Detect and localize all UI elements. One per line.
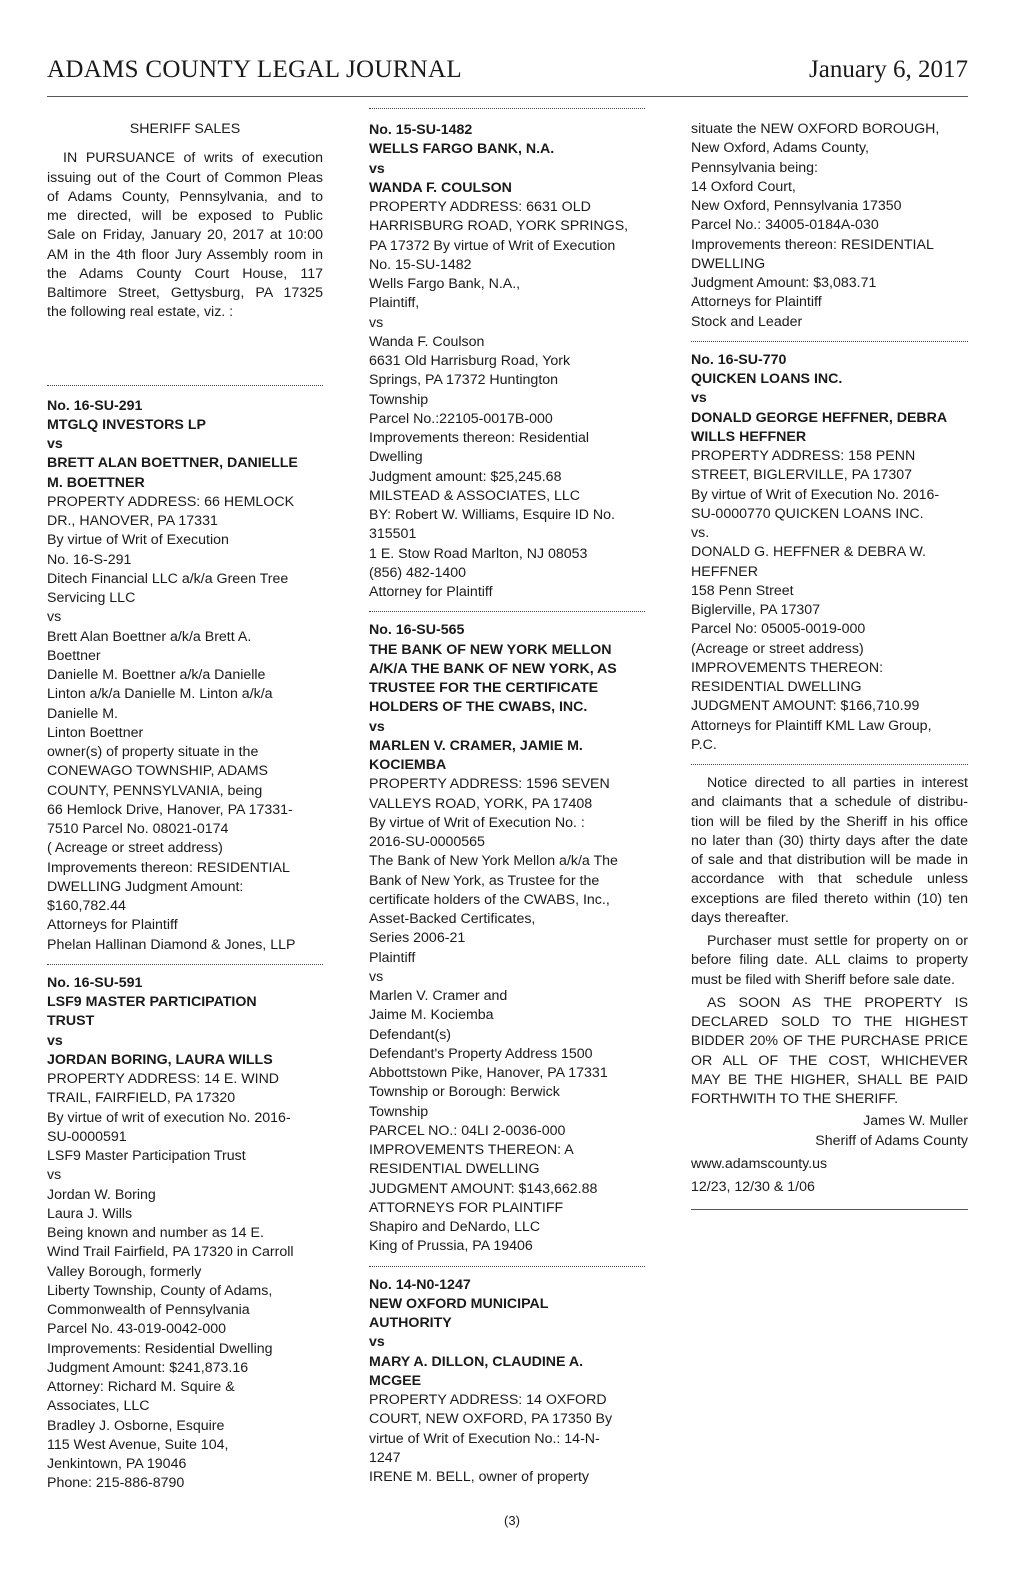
signer-title: Sheriff of Adams County	[815, 1132, 968, 1149]
body-line: Laura J. Wills	[47, 1205, 133, 1222]
intro-line: IN PURSUANCE of writs of execution	[63, 150, 323, 167]
purchaser-notice	[691, 932, 968, 990]
caption-line: MCGEE	[369, 1372, 422, 1389]
body-line: Jaime M. Kociemba	[369, 1007, 494, 1024]
body-line: PA 17372 By virtue of Writ of Execution	[369, 237, 616, 254]
intro-line: Sale on Friday, January 20, 2017 at 10:00	[47, 227, 323, 244]
body-line: HEFFNER	[691, 563, 758, 580]
caption-line: KOCIEMBA	[369, 757, 447, 773]
caption-line: MARLEN V. CRAMER, JAMIE M.	[369, 737, 583, 754]
intro-line: the following real estate, viz. :	[47, 304, 234, 321]
body-line: Improvements thereon: RESIDENTIAL	[691, 236, 934, 253]
sale-terms-notice	[691, 994, 968, 1110]
notice-16-su-291	[47, 397, 323, 955]
notice-line: OR ALL OF THE COST, WHICHEVER	[691, 1052, 968, 1069]
body-line: MILSTEAD & ASSOCIATES, LLC	[369, 487, 581, 504]
body-line: Improvements thereon: RESIDENTIAL	[47, 859, 290, 876]
notice-line: exceptions are filed thereto within (10) ten	[691, 890, 968, 907]
caption-line: vs	[691, 390, 707, 407]
caption-line: MTGLQ INVESTORS LP	[47, 416, 206, 433]
body-line: HARRISBURG ROAD, YORK SPRINGS,	[369, 218, 629, 235]
body-line: Asset-Backed Certificates,	[369, 911, 536, 927]
notice-16-su-565	[369, 621, 645, 1256]
caption-line: WANDA F. COULSON	[369, 179, 512, 196]
body-line: $160,782.44	[47, 898, 126, 914]
body-line: PROPERTY ADDRESS: 6631 OLD	[369, 199, 591, 215]
body-line: DWELLING Judgment Amount:	[47, 878, 244, 895]
case-number: No. 16-SU-770	[691, 351, 787, 368]
body-line: Linton Boettner	[47, 724, 144, 741]
body-line: ( Acreage or street address)	[47, 840, 223, 857]
caption-line: vs	[47, 436, 63, 452]
body-line: PROPERTY ADDRESS: 66 HEMLOCK	[47, 493, 295, 510]
caption-line: DONALD GEORGE HEFFNER, DEBRA	[691, 409, 948, 426]
body-line: Attorneys for Plaintiff	[47, 917, 178, 934]
caption-line: vs	[369, 160, 385, 177]
caption-line: THE BANK OF NEW YORK MELLON	[369, 641, 612, 658]
body-line: Township	[369, 391, 429, 408]
caption-line: vs	[369, 1334, 385, 1351]
body-line: vs	[369, 314, 384, 331]
body-line: Plaintiff,	[369, 295, 420, 312]
body-line: TRAIL, FAIRFIELD, PA 17320	[47, 1090, 236, 1107]
body-line: Biglerville, PA 17307	[691, 602, 821, 618]
body-line: Judgment Amount: $3,083.71	[691, 275, 877, 291]
dotted-separator	[369, 1266, 645, 1267]
caption-line: NEW OXFORD MUNICIPAL	[369, 1295, 549, 1312]
body-line: Boettner	[47, 647, 101, 664]
body-line: Bradley J. Osborne, Esquire	[47, 1417, 225, 1434]
body-line: Phelan Hallinan Diamond & Jones, LLP	[47, 936, 296, 953]
body-line: Defendant's Property Address 1500	[369, 1045, 593, 1062]
notice-line: of sale and that distribution will be made in	[691, 852, 968, 868]
body-line: Ditech Financial LLC a/k/a Green Tree	[47, 570, 289, 587]
body-line: Being known and number as 14 E.	[47, 1225, 264, 1241]
body-line: vs.	[691, 525, 710, 541]
issue-date: January 6, 2017	[809, 56, 968, 83]
caption-line: TRUST	[47, 1013, 95, 1030]
body-line: (Acreage or street address)	[691, 640, 864, 657]
body-line: DWELLING	[691, 255, 766, 272]
distribution-notice	[691, 774, 968, 928]
body-line: RESIDENTIAL DWELLING	[691, 679, 862, 695]
notice-line: and claimants that a schedule of distribu-	[691, 794, 968, 811]
body-line: certificate holders of the CWABS, Inc.,	[369, 891, 610, 908]
body-line: Jordan W. Boring	[47, 1186, 156, 1203]
body-line: STREET, BIGLERVILLE, PA 17307	[691, 467, 913, 484]
notice-line: before filing date. ALL claims to property	[691, 952, 968, 969]
body-line: COURT, NEW OXFORD, PA 17350 By	[369, 1411, 613, 1428]
body-line: Judgment Amount: $241,873.16	[47, 1359, 249, 1376]
caption-line: JORDAN BORING, LAURA WILLS	[47, 1051, 273, 1068]
body-line: Valley Borough, formerly	[47, 1263, 202, 1280]
notice-16-su-770	[691, 351, 968, 755]
body-line: No. 15-SU-1482	[369, 256, 472, 273]
body-line: CONEWAGO TOWNSHIP, ADAMS	[47, 763, 268, 780]
body-line: Marlen V. Cramer and	[369, 988, 508, 1004]
journal-title: ADAMS COUNTY LEGAL JOURNAL	[47, 56, 462, 83]
intro-line: of Adams County, Pennsylvania, and to	[47, 188, 323, 205]
body-line: IMPROVEMENTS THEREON: A	[369, 1142, 574, 1158]
notice-line: days thereafter.	[691, 909, 789, 926]
notice-line: AS SOON AS THE PROPERTY IS	[707, 994, 968, 1011]
body-line: Wells Fargo Bank, N.A.,	[369, 276, 521, 292]
notice-line: BIDDER 20% OF THE PURCHASE PRICE	[691, 1033, 968, 1050]
caption-line: WELLS FARGO BANK, N.A.	[369, 141, 555, 158]
body-line: Improvements thereon: Residential	[369, 430, 590, 446]
body-line: By virtue of Writ of Execution No. :	[369, 814, 585, 831]
body-line: Liberty Township, County of Adams,	[47, 1282, 273, 1299]
body-line: 6631 Old Harrisburg Road, York	[369, 353, 571, 369]
body-line: DR., HANOVER, PA 17331	[47, 513, 218, 529]
body-line: New Oxford, Adams County,	[691, 140, 869, 157]
body-line: Jenkintown, PA 19046	[47, 1456, 187, 1472]
body-line: 158 Penn Street	[691, 582, 794, 599]
intro-line: Baltimore Street, Gettysburg, PA 17325	[47, 285, 323, 301]
dotted-separator	[47, 385, 323, 386]
body-line: Plaintiff	[369, 949, 416, 966]
body-line: Parcel No. 43-019-0042-000	[47, 1321, 227, 1338]
body-line: P.C.	[691, 736, 717, 753]
body-line: IRENE M. BELL, owner of property	[369, 1469, 589, 1485]
body-line: Dwelling	[369, 449, 423, 466]
dotted-separator	[691, 341, 968, 342]
body-line: Township	[369, 1103, 429, 1120]
intro-paragraph	[47, 149, 323, 322]
caption-line: AUTHORITY	[369, 1315, 452, 1331]
body-line: situate the NEW OXFORD BOROUGH,	[691, 121, 940, 137]
case-number: No. 16-SU-591	[47, 974, 143, 991]
caption-line: A/K/A THE BANK OF NEW YORK, AS	[369, 660, 617, 677]
caption-line: BRETT ALAN BOETTNER, DANIELLE	[47, 455, 298, 472]
body-line: Parcel No: 05005-0019-000	[691, 621, 866, 638]
body-line: New Oxford, Pennsylvania 17350	[691, 198, 902, 214]
body-line: King of Prussia, PA 19406	[369, 1238, 533, 1255]
body-line: Wanda F. Coulson	[369, 333, 485, 350]
body-line: 1247	[369, 1449, 401, 1466]
case-number: No. 16-SU-565	[369, 622, 465, 639]
body-line: JUDGMENT AMOUNT: $166,710.99	[691, 698, 920, 715]
body-line: PROPERTY ADDRESS: 158 PENN	[691, 448, 916, 464]
body-line: (856) 482-1400	[369, 564, 467, 581]
body-line: Stock and Leader	[691, 313, 803, 330]
body-line: Attorney: Richard M. Squire &	[47, 1379, 235, 1395]
notice-line: tion will be filed by the Sheriff in his office	[691, 813, 968, 830]
intro-line: AM in the 4th floor Jury Assembly room in	[47, 246, 323, 263]
body-line: vs	[47, 1167, 62, 1184]
notice-16-su-591	[47, 974, 323, 1494]
caption-line: TRUSTEE FOR THE CERTIFICATE	[369, 680, 599, 696]
body-line: owner(s) of property situate in the	[47, 744, 259, 760]
caption-line: WILLS HEFFNER	[691, 428, 807, 445]
body-line: Parcel No.:22105-0017B-000	[369, 410, 553, 427]
body-line: Shapiro and DeNardo, LLC	[369, 1219, 541, 1235]
body-line: RESIDENTIAL DWELLING	[369, 1161, 540, 1178]
caption-line: HOLDERS OF THE CWABS, INC.	[369, 699, 588, 716]
body-line: No. 16-S-291	[47, 551, 132, 568]
notice-line: DECLARED SOLD TO THE HIGHEST	[691, 1014, 968, 1030]
notice-line: must be filed with Sheriff before sale date.	[691, 971, 955, 988]
column-1	[47, 104, 323, 1494]
end-rule	[691, 1209, 968, 1210]
intro-line: issuing out of the Court of Common Pleas	[47, 169, 323, 186]
intro-line: me directed, will be exposed to Public	[47, 208, 323, 224]
body-line: 66 Hemlock Drive, Hanover, PA 17331-	[47, 801, 293, 818]
body-line: COUNTY, PENNSYLVANIA, being	[47, 782, 263, 799]
notice-line: MAY BE THE HIGHER, SHALL BE PAID	[691, 1071, 968, 1088]
body-line: Township or Borough: Berwick	[369, 1084, 560, 1101]
body-line: Defendant(s)	[369, 1026, 452, 1043]
notice-14-n0-1247-continued	[691, 120, 968, 332]
body-line: 115 West Avenue, Suite 104,	[47, 1436, 229, 1453]
body-line: vs	[47, 609, 62, 626]
notice-line: Notice directed to all parties in interest	[707, 775, 968, 791]
notice-line: FORTHWITH TO THE SHERIFF.	[691, 1091, 899, 1107]
notice-line: Purchaser must settle for property on or	[707, 933, 968, 949]
body-line: 2016-SU-0000565	[369, 834, 485, 850]
body-line: Attorneys for Plaintiff	[691, 294, 822, 311]
body-line: virtue of Writ of Execution No.: 14-N-	[369, 1430, 600, 1447]
body-line: By virtue of Writ of Execution	[47, 532, 229, 549]
body-line: By virtue of writ of execution No. 2016-	[47, 1109, 291, 1126]
body-line: The Bank of New York Mellon a/k/a The	[369, 853, 618, 870]
body-line: SU-0000770 QUICKEN LOANS INC.	[691, 505, 924, 522]
case-number: No. 15-SU-1482	[369, 122, 473, 138]
body-line: Commonwealth of Pennsylvania	[47, 1302, 250, 1318]
body-line: Attorney for Plaintiff	[369, 584, 493, 600]
body-line: ATTORNEYS FOR PLAINTIFF	[369, 1199, 564, 1216]
column-2	[369, 104, 645, 1487]
body-line: 14 Oxford Court,	[691, 178, 796, 195]
case-number: No. 14-N0-1247	[369, 1276, 471, 1293]
column-3	[691, 104, 968, 1210]
body-line: Phone: 215-886-8790	[47, 1475, 185, 1492]
body-line: Danielle M. Boettner a/k/a Danielle	[47, 667, 266, 683]
masthead	[47, 56, 968, 92]
body-line: IMPROVEMENTS THEREON:	[691, 659, 884, 676]
section-heading: SHERIFF SALES	[129, 121, 241, 137]
body-line: Danielle M.	[47, 705, 118, 722]
body-line: DONALD G. HEFFNER & DEBRA W.	[691, 544, 926, 561]
body-line: Judgment amount: $25,245.68	[369, 468, 562, 485]
body-line: Springs, PA 17372 Huntington	[369, 372, 559, 389]
signer-name: James W. Muller	[863, 1113, 968, 1130]
body-line: 7510 Parcel No. 08021-0174	[47, 821, 229, 837]
dotted-separator	[369, 611, 645, 612]
body-line: 1 E. Stow Road Marlton, NJ 08053	[369, 545, 588, 562]
body-line: SU-0000591	[47, 1128, 127, 1145]
body-line: Associates, LLC	[47, 1398, 150, 1415]
body-line: JUDGMENT AMOUNT: $143,662.88	[369, 1180, 598, 1197]
caption-line: vs	[369, 718, 385, 735]
body-line: Wind Trail Fairfield, PA 17320 in Carroll	[47, 1244, 294, 1261]
caption-line: MARY A. DILLON, CLAUDINE A.	[369, 1353, 584, 1370]
body-line: Parcel No.: 34005-0184A-030	[691, 217, 879, 234]
dotted-separator	[691, 764, 968, 765]
body-line: Abbottstown Pike, Hanover, PA 17331	[369, 1065, 608, 1081]
notice-line: accordance with that schedule unless	[691, 871, 968, 888]
body-line: Servicing LLC	[47, 590, 136, 606]
body-line: VALLEYS ROAD, YORK, PA 17408	[369, 795, 593, 812]
body-line: Bank of New York, as Trustee for the	[369, 872, 600, 889]
caption-line: vs	[47, 1032, 63, 1049]
body-line: Attorneys for Plaintiff KML Law Group,	[691, 717, 932, 734]
body-line: LSF9 Master Participation Trust	[47, 1148, 246, 1164]
body-line: Series 2006-21	[369, 930, 466, 947]
masthead-rule	[47, 96, 968, 97]
body-line: 315501	[369, 526, 417, 543]
body-line: PROPERTY ADDRESS: 1596 SEVEN	[369, 776, 610, 793]
notice-14-n0-1247	[369, 1276, 645, 1488]
body-line: Improvements: Residential Dwelling	[47, 1340, 273, 1357]
body-line: BY: Robert W. Williams, Esquire ID No.	[369, 507, 615, 523]
dotted-separator	[47, 964, 323, 965]
body-line: Pennsylvania being:	[691, 159, 818, 176]
notice-15-su-1482	[369, 121, 645, 602]
run-dates: 12/23, 12/30 & 1/06	[691, 1179, 815, 1195]
body-line: PROPERTY ADDRESS: 14 E. WIND	[47, 1071, 280, 1087]
body-line: vs	[369, 968, 384, 985]
caption-line: LSF9 MASTER PARTICIPATION	[47, 994, 257, 1010]
intro-line: the Adams County Court House, 117	[47, 265, 323, 282]
website: www.adamscounty.us	[691, 1155, 828, 1172]
body-line: PARCEL NO.: 04LI 2-0036-000	[369, 1122, 566, 1139]
body-line: Linton a/k/a Danielle M. Linton a/k/a	[47, 686, 273, 703]
body-line: By virtue of Writ of Execution No. 2016-	[691, 486, 940, 503]
case-number: No. 16-SU-291	[47, 397, 143, 414]
body-line: Brett Alan Boettner a/k/a Brett A.	[47, 628, 252, 645]
caption-line: QUICKEN LOANS INC.	[691, 371, 843, 387]
caption-line: M. BOETTNER	[47, 474, 145, 491]
notice-line: no later than (30) thirty days after the date	[691, 832, 968, 849]
page-number: (3)	[504, 1513, 520, 1528]
body-line: PROPERTY ADDRESS: 14 OXFORD	[369, 1392, 607, 1408]
